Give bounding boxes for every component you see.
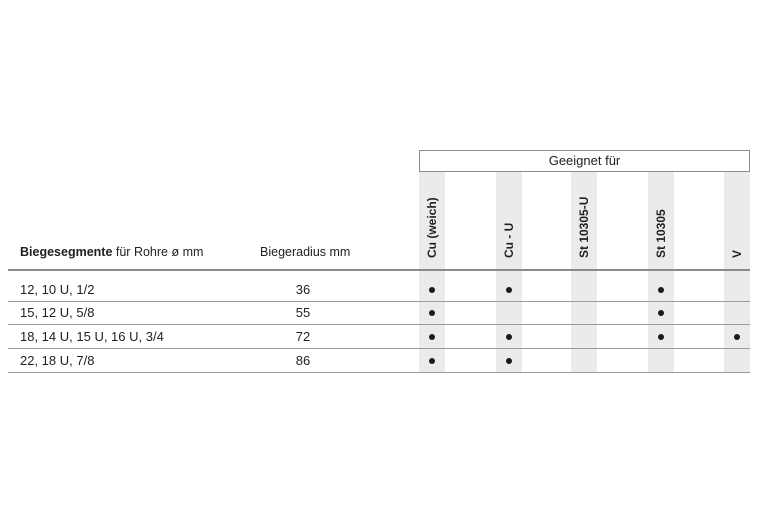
suitability-dot bbox=[506, 334, 512, 340]
suitability-dot bbox=[658, 287, 664, 293]
header-material-v: V bbox=[730, 249, 744, 258]
suitability-dot bbox=[429, 287, 435, 293]
header-material-cu-weich: Cu (weich) bbox=[425, 197, 439, 258]
row-3-radius: 72 bbox=[295, 329, 311, 344]
row-rule-4 bbox=[8, 372, 750, 373]
header-biegesegmente-bold: Biegesegmente bbox=[20, 245, 113, 259]
suitability-dot bbox=[658, 310, 664, 316]
header-biegeradius: Biegeradius mm bbox=[260, 245, 351, 259]
column-shade-v bbox=[724, 172, 750, 372]
suitability-dot bbox=[429, 358, 435, 364]
suitability-dot bbox=[429, 310, 435, 316]
suitability-dot bbox=[506, 287, 512, 293]
row-rule-2 bbox=[8, 324, 750, 325]
column-shade-cu-u bbox=[496, 172, 522, 372]
suitability-dot bbox=[506, 358, 512, 364]
row-3-segments: 18, 14 U, 15 U, 16 U, 3/4 bbox=[20, 329, 164, 344]
header-biegesegmente-rest: für Rohre ø mm bbox=[112, 245, 204, 259]
row-rule-3 bbox=[8, 348, 750, 349]
suitability-dot bbox=[734, 334, 740, 340]
column-shade-st10305 bbox=[648, 172, 674, 372]
row-4-radius: 86 bbox=[295, 353, 311, 368]
header-material-cu-u: Cu - U bbox=[502, 222, 516, 258]
row-4-segments: 22, 18 U, 7/8 bbox=[20, 353, 95, 368]
row-1-radius: 36 bbox=[295, 282, 311, 297]
header-rule bbox=[8, 269, 750, 271]
row-rule-1 bbox=[8, 301, 750, 302]
row-2-radius: 55 bbox=[295, 305, 311, 320]
suitability-dot bbox=[658, 334, 664, 340]
header-material-st10305: St 10305 bbox=[654, 209, 668, 258]
header-material-st10305u: St 10305-U bbox=[577, 196, 591, 258]
group-header-geeignet-fuer: Geeignet für bbox=[419, 150, 750, 172]
row-1-segments: 12, 10 U, 1/2 bbox=[20, 282, 95, 297]
suitability-dot bbox=[429, 334, 435, 340]
header-biegesegmente bbox=[20, 245, 203, 259]
row-2-segments: 15, 12 U, 5/8 bbox=[20, 305, 95, 320]
